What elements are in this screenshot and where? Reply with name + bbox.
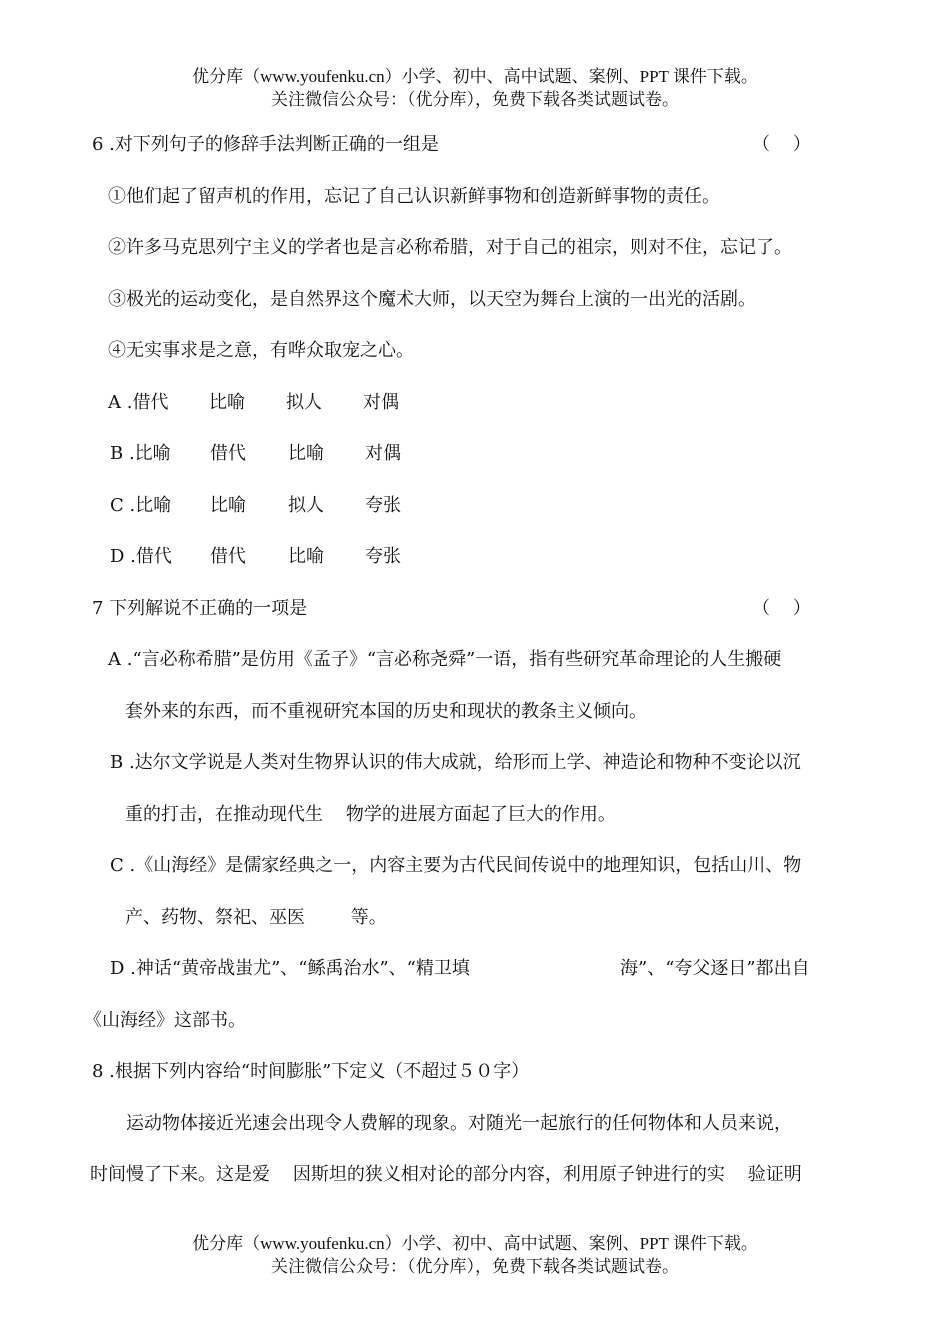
option-col-4: 夸张: [365, 495, 401, 516]
option-col-4: 对偶: [363, 392, 399, 413]
option-col-2: 比喻: [209, 392, 245, 413]
q7-option-c-line-1: C .《山海经》是儒家经典之一，内容主要为古代民间传说中的地理知识，包括山川、物: [110, 855, 802, 876]
q6-sentence-2: ②许多马克思列宁主义的学者也是言必称希腊，对于自己的祖宗，则对不住，忘记了。: [108, 237, 792, 258]
option-col-2: 比喻: [210, 495, 246, 516]
q6-sentence-4: ④无实事求是之意，有哗众取宠之心。: [108, 340, 414, 361]
option-col-2: 借代: [210, 546, 246, 567]
q8-stem: 8 .根据下列内容给“时间膨胀”下定义（不超过５０字）: [92, 1061, 530, 1082]
footer-line-1: 优分库（www.youfenku.cn）小学、初中、高中试题、案例、PPT 课件下载。: [192, 1234, 758, 1253]
q7-option-d-line-2: 《山海经》这部书。: [84, 1010, 246, 1031]
q7-stem: 7 下列解说不正确的一项是: [92, 598, 308, 619]
header-line-1: 优分库（www.youfenku.cn）小学、初中、高中试题、案例、PPT 课件下载。: [192, 67, 758, 86]
q6-answer-paren: （ ）: [752, 134, 811, 155]
option-letter: B .比喻: [110, 443, 171, 464]
option-col-3: 拟人: [288, 495, 324, 516]
q7-answer-paren: （ ）: [752, 598, 811, 619]
q6-sentence-3: ③极光的运动变化，是自然界这个魔术大师，以天空为舞台上演的一出光的活剧。: [108, 289, 756, 310]
q7-option-d-line-1a: D .神话“黄帝战蚩尤”、“鲧禹治水”、“精卫填: [110, 958, 470, 979]
q7-option-b-line-2: 重的打击，在推动现代生 物学的进展方面起了巨大的作用。: [125, 804, 616, 825]
q6-option-c: [0, 494, 950, 518]
q6-sentence-1: ①他们起了留声机的作用，忘记了自己认识新鲜事物和创造新鲜事物的责任。: [108, 186, 720, 207]
q8-passage-line-2: 时间慢了下来。这是爱 因斯坦的狭义相对论的部分内容，利用原子钟进行的实 验证明: [90, 1164, 802, 1185]
option-col-4: 夸张: [365, 546, 401, 567]
option-col-3: 拟人: [286, 392, 322, 413]
footer-line-2: 关注微信公众号：（优分库），免费下载各类试题试卷。: [271, 1257, 679, 1276]
q8-passage-line-1: 运动物体接近光速会出现令人费解的现象。对随光一起旅行的任何物体和人员来说，: [126, 1113, 792, 1134]
q6-option-a: [0, 391, 950, 415]
q6-stem: 6 .对下列句子的修辞手法判断正确的一组是: [92, 134, 439, 155]
header-line-2: 关注微信公众号：（优分库），免费下载各类试题试卷。: [271, 90, 679, 109]
option-letter: C .比喻: [110, 495, 172, 516]
option-col-2: 借代: [210, 443, 246, 464]
q7-option-d-line-1b: 海”、“夸父逐日”都出自: [620, 958, 810, 979]
q7-option-a-line-1: A .“言必称希腊”是仿用《孟子》“言必称尧舜”一语，指有些研究革命理论的人生搬硬: [108, 649, 782, 670]
q6-option-b: [0, 442, 950, 466]
q7-option-b-line-1: B .达尔文学说是人类对生物界认识的伟大成就，给形而上学、神造论和物种不变论以沉: [110, 752, 801, 773]
option-col-3: 比喻: [288, 546, 324, 567]
option-col-3: 比喻: [288, 443, 324, 464]
option-letter: A .借代: [108, 392, 169, 413]
q7-option-a-line-2: 套外来的东西，而不重视研究本国的历史和现状的教条主义倾向。: [125, 701, 647, 722]
q6-option-d: [0, 545, 950, 569]
option-col-4: 对偶: [365, 443, 401, 464]
option-letter: D .借代: [110, 546, 172, 567]
q7-option-c-line-2: 产、药物、祭祀、巫医 等。: [125, 907, 387, 928]
